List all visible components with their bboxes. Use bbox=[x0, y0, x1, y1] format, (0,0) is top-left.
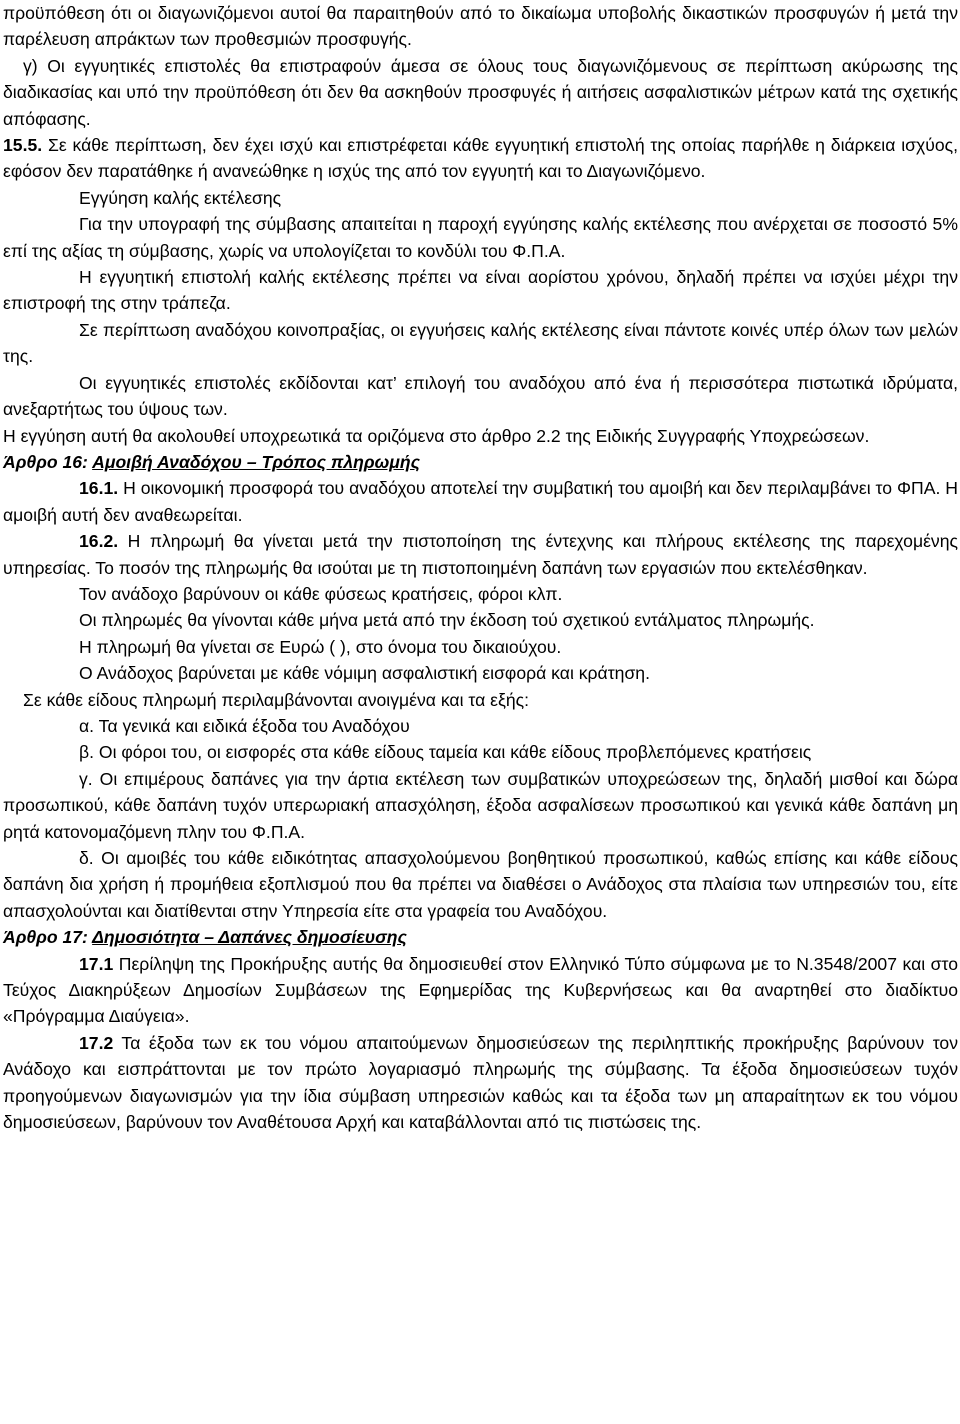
subheading: Εγγύηση καλής εκτέλεσης bbox=[79, 187, 282, 208]
paragraph: Τον ανάδοχο βαρύνουν οι κάθε φύσεως κρατήσεις, φόροι κλπ. bbox=[79, 583, 563, 604]
heading-title: Δημοσιότητα – Δαπάνες δημοσίευσης bbox=[92, 927, 407, 948]
section-number: 17.2 bbox=[79, 1032, 114, 1053]
paragraph: Για την υπογραφή της σύμβασης απαιτείται η παροχή εγγύησης καλής εκτέλεσης που ανέρχεται σε ποσοστό 5% επί της αξίας τη σύμβασης, χωρίς να υπολογίζεται το κονδύλι του Φ.Π.Α. bbox=[3, 214, 958, 261]
section-number: 17.1 bbox=[79, 953, 114, 974]
paragraph bbox=[3, 1030, 958, 1136]
list-item: β. Οι φόροι του, οι εισφορές στα κάθε είδους ταμεία και κάθε είδους προβλεπόμενες κρατήσεις bbox=[79, 742, 812, 763]
paragraph bbox=[3, 528, 958, 581]
paragraph: προϋπόθεση ότι οι διαγωνιζόμενοι αυτοί θα παραιτηθούν από το δικαίωμα υποβολής δικαστικών προσφυγών ή μετά την παρέλευση απράκτων των προθεσμιών προσφυγής. bbox=[3, 3, 958, 50]
section-number: 16.2. bbox=[79, 531, 119, 552]
list-item: α. Τα γενικά και ειδικά έξοδα του Αναδόχου bbox=[79, 715, 410, 736]
heading-title: Αμοιβή Αναδόχου – Τρόπος πληρωμής bbox=[92, 451, 420, 472]
paragraph: γ) Οι εγγυητικές επιστολές θα επιστραφούν άμεσα σε όλους τους διαγωνιζόμενους σε περίπτωση ακύρωσης της διαδικασίας και υπό την προϋπόθεση ότι δεν θα ασκηθούν προσφυγές ή αιτήσεις ασφαλιστικών μέτρων κατά της σχετικής απόφασης. bbox=[3, 55, 958, 129]
heading-prefix: Άρθρο 17: bbox=[3, 927, 93, 948]
paragraph: Η εγγυητική επιστολή καλής εκτέλεσης πρέπει να είναι αορίστου χρόνου, δηλαδή πρέπει να ισχύει μέχρι την επιστροφή της στην τράπεζα. bbox=[3, 267, 958, 314]
paragraph: Ο Ανάδοχος βαρύνεται με κάθε νόμιμη ασφαλιστική εισφορά και κράτηση. bbox=[79, 663, 650, 684]
list-item: δ. Οι αμοιβές του κάθε ειδικότητας απασχολούμενου βοηθητικού προσωπικού, καθώς επίσης και κάθε είδους δαπάνη δια χρήση ή προμήθεια εξοπλισμού που θα πρέπει να διαθέσει ο Ανάδοχος στα πλαίσια των υπηρεσιών του, είτε απασχολούνται και διατίθενται στην Υπηρεσία είτε στα γραφεία του Αναδόχου. bbox=[3, 848, 958, 921]
paragraph-text: Σε κάθε περίπτωση, δεν έχει ισχύ και επιστρέφεται κάθε εγγυητική επιστολή της οποίας παρήλθε η διάρκεια ισχύος, εφόσον δεν παρατάθηκε ή ανανεώθηκε η ισχύς της από τον εγγυητή και το Διαγωνιζόμενο. bbox=[3, 135, 958, 182]
paragraph-text: Η πληρωμή θα γίνεται μετά την πιστοποίηση της έντεχνης και πλήρους εκτέλεσης της παρεχομένης υπηρεσίας. Το ποσόν της πληρωμής θα ισούται με τη πιστοποιημένη δαπάνη των εργασιών που εκτελέσθηκαν. bbox=[3, 531, 958, 578]
paragraph bbox=[3, 951, 958, 1030]
section-number: 16.1. bbox=[79, 478, 119, 499]
paragraph bbox=[3, 132, 958, 185]
heading-prefix: Άρθρο 16: bbox=[3, 451, 93, 472]
article-16-heading bbox=[3, 449, 958, 475]
list-item: γ. Οι επιμέρους δαπάνες για την άρτια εκτέλεση των συμβατικών υποχρεώσεων της, δηλαδή μισθοί και δώρα προσωπικού, κάθε δαπάνη τυχόν υπερωριακή απασχόληση, έξοδα ασφαλίσεων προσωπικού και γενικά κάθε δαπάνη μη ρητά κατονομαζόμενη πλην του Φ.Π.Α. bbox=[3, 768, 958, 842]
paragraph: Σε κάθε είδους πληρωμή περιλαμβάνονται ανοιγμένα και τα εξής: bbox=[23, 689, 530, 710]
article-17-heading bbox=[3, 924, 958, 950]
paragraph bbox=[3, 475, 958, 528]
paragraph: Σε περίπτωση αναδόχου κοινοπραξίας, οι εγγυήσεις καλής εκτέλεσης είναι πάντοτε κοινές υπέρ όλων των μελών της. bbox=[3, 319, 958, 367]
paragraph-text: Περίληψη της Προκήρυξης αυτής θα δημοσιευθεί στον Ελληνικό Τύπο σύμφωνα με το Ν.3548/2007 και στο Τεύχος Διακηρύξεων Δημοσίων Συμβάσεων της Εφημερίδας της Κυβερνήσεως και θα αναρτηθεί στο διαδίκτυο «Πρόγραμμα Διαύγεια». bbox=[3, 953, 958, 1027]
paragraph: Η πληρωμή θα γίνεται σε Ευρώ ( ), στο όνομα του δικαιούχου. bbox=[79, 636, 562, 657]
paragraph-text: Η οικονομική προσφορά του αναδόχου αποτελεί την συμβατική του αμοιβή και δεν περιλαμβάνει το ΦΠΑ. Η αμοιβή αυτή δεν αναθεωρείται. bbox=[3, 478, 958, 525]
paragraph: Η εγγύηση αυτή θα ακολουθεί υποχρεωτικά τα οριζόμενα στο άρθρο 2.2 της Ειδικής Συγγραφής Υποχρεώσεων. bbox=[3, 425, 870, 446]
paragraph: Οι πληρωμές θα γίνονται κάθε μήνα μετά από την έκδοση τού σχετικού εντάλματος πληρωμής. bbox=[79, 610, 815, 631]
section-number: 15.5. bbox=[3, 135, 43, 156]
paragraph: Οι εγγυητικές επιστολές εκδίδονται κατ’ επιλογή του αναδόχου από ένα ή περισσότερα πιστωτικά ιδρύματα, ανεξαρτήτως του ύψους των. bbox=[3, 372, 958, 420]
paragraph-text: Τα έξοδα των εκ του νόμου απαιτούμενων δημοσιεύσεων της περιληπτικής προκήρυξης βαρύνουν τον Ανάδοχο και εισπράττονται με τον πρώτο λογαριασμό πληρωμής της σύμβασης. Τα έξοδα δημοσιεύσεων τυχόν προηγούμενων διαγωνισμών για την ίδια σύμβαση υπηρεσιών καθώς και τα έξοδα των μη απαραίτητων εκ του νόμου δημοσιεύσεων, βαρύνουν τον Αναθέτουσα Αρχή και καταβάλλονται από τις πιστώσεις της. bbox=[3, 1032, 958, 1133]
